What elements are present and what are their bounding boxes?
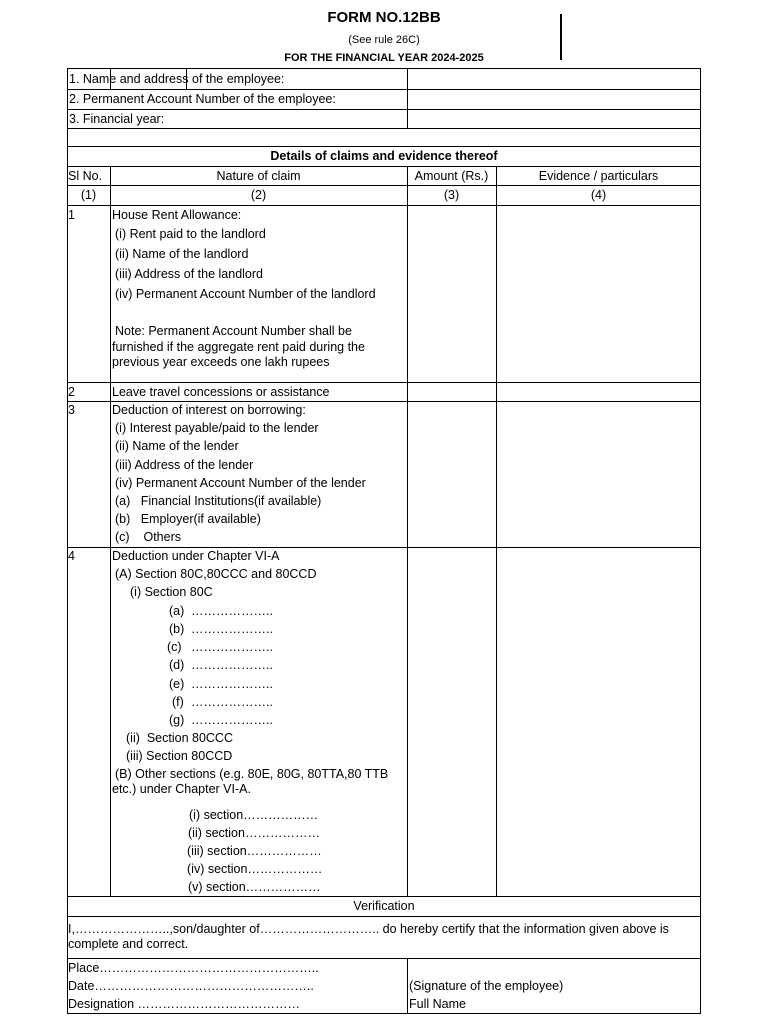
ltc-title: Leave travel concessions or assistance bbox=[112, 385, 330, 399]
header-amount: Amount (Rs.) bbox=[414, 169, 489, 183]
section-80c-blank: ……………….. bbox=[191, 658, 273, 672]
date-field: Date…………………………………………….. bbox=[68, 979, 314, 993]
section-80c-letter: (g) bbox=[169, 713, 185, 727]
rule-reference: (See rule 26C) bbox=[348, 34, 420, 46]
place-field: Place…………………………………………….. bbox=[68, 961, 319, 975]
employee-pan-label: 2. Permanent Account Number of the employee: bbox=[69, 92, 336, 106]
section-80c-blank: ……………….. bbox=[191, 622, 273, 636]
section-80c-blank: ……………….. bbox=[191, 695, 273, 709]
hra-title: House Rent Allowance: bbox=[112, 208, 242, 222]
section-80c-letter: (a) bbox=[169, 604, 185, 618]
other-section-line: (i) section……………… bbox=[189, 808, 319, 822]
section-80c-letter: (c) bbox=[167, 640, 182, 654]
section-80c-heading: (i) Section 80C bbox=[130, 585, 213, 599]
signature-label: (Signature of the employee) bbox=[409, 979, 564, 993]
col-number-2: (2) bbox=[250, 188, 267, 202]
header-evidence: Evidence / particulars bbox=[538, 169, 659, 183]
other-section-line: (v) section……………… bbox=[188, 880, 321, 894]
interest-lender-type: (c) Others bbox=[115, 530, 181, 544]
interest-item: (ii) Name of the lender bbox=[115, 439, 239, 453]
interest-item: (i) Interest payable/paid to the lender bbox=[115, 421, 319, 435]
section-80c-letter: (e) bbox=[169, 677, 185, 691]
other-section-line: (iii) section……………… bbox=[187, 844, 322, 858]
chapter6a-sl-no: 4 bbox=[68, 549, 75, 563]
form-title: FORM NO.12BB bbox=[327, 9, 441, 26]
section-80c-blank: ……………….. bbox=[191, 640, 273, 654]
section-80ccd-heading: (iii) Section 80CCD bbox=[126, 749, 233, 763]
header-sl-no: Sl No. bbox=[68, 169, 103, 183]
interest-item: (iv) Permanent Account Number of the lender bbox=[115, 476, 366, 490]
claims-table-title: Details of claims and evidence thereof bbox=[270, 149, 498, 163]
col-number-4: (4) bbox=[590, 188, 607, 202]
full-name-label: Full Name bbox=[409, 997, 466, 1011]
other-section-line: (ii) section……………… bbox=[188, 826, 320, 840]
section-80c-letter: (f) bbox=[172, 695, 184, 709]
interest-lender-type: (a) Financial Institutions(if available) bbox=[115, 494, 322, 508]
section-80c-blank: ……………….. bbox=[191, 604, 273, 618]
hra-sl-no: 1 bbox=[68, 208, 75, 222]
hra-item: (i) Rent paid to the landlord bbox=[115, 227, 266, 241]
hra-note: Note: Permanent Account Number shall be furnished if the aggregate rent paid during the previous year exceeds one lakh rupees bbox=[112, 324, 365, 369]
section-80c-letter: (d) bbox=[169, 658, 185, 672]
financial-year-heading: FOR THE FINANCIAL YEAR 2024-2025 bbox=[284, 52, 484, 64]
other-section-line: (iv) section……………… bbox=[187, 862, 323, 876]
interest-lender-type: (b) Employer(if available) bbox=[115, 512, 261, 526]
verification-title: Verification bbox=[353, 899, 415, 913]
designation-field: Designation ………………………………… bbox=[68, 997, 300, 1011]
section-b-heading: (B) Other sections (e.g. 80E, 80G, 80TTA,80 TTB etc.) under Chapter VI-A. bbox=[112, 767, 389, 796]
chapter6a-title: Deduction under Chapter VI-A bbox=[112, 549, 280, 563]
hra-item: (iv) Permanent Account Number of the landlord bbox=[115, 287, 376, 301]
section-80c-blank: ……………….. bbox=[191, 713, 273, 727]
employee-name-label: 1. Name and address of the employee: bbox=[69, 72, 285, 86]
ltc-sl-no: 2 bbox=[68, 385, 75, 399]
hra-item: (ii) Name of the landlord bbox=[115, 247, 249, 261]
interest-item: (iii) Address of the lender bbox=[115, 458, 254, 472]
section-80c-blank: ……………….. bbox=[191, 677, 273, 691]
header-nature-of-claim: Nature of claim bbox=[216, 169, 301, 183]
col-number-1: (1) bbox=[80, 188, 97, 202]
section-80ccc-heading: (ii) Section 80CCC bbox=[126, 731, 233, 745]
section-80c-letter: (b) bbox=[169, 622, 185, 636]
col-number-3: (3) bbox=[443, 188, 460, 202]
section-a-heading: (A) Section 80C,80CCC and 80CCD bbox=[115, 567, 317, 581]
hra-item: (iii) Address of the landlord bbox=[115, 267, 263, 281]
verification-statement: I,…………………..,son/daughter of……………………….. do hereby certify that the information given above is complete and correct. bbox=[68, 922, 669, 951]
financial-year-label: 3. Financial year: bbox=[69, 112, 165, 126]
interest-title: Deduction of interest on borrowing: bbox=[112, 403, 306, 417]
interest-sl-no: 3 bbox=[68, 403, 75, 417]
